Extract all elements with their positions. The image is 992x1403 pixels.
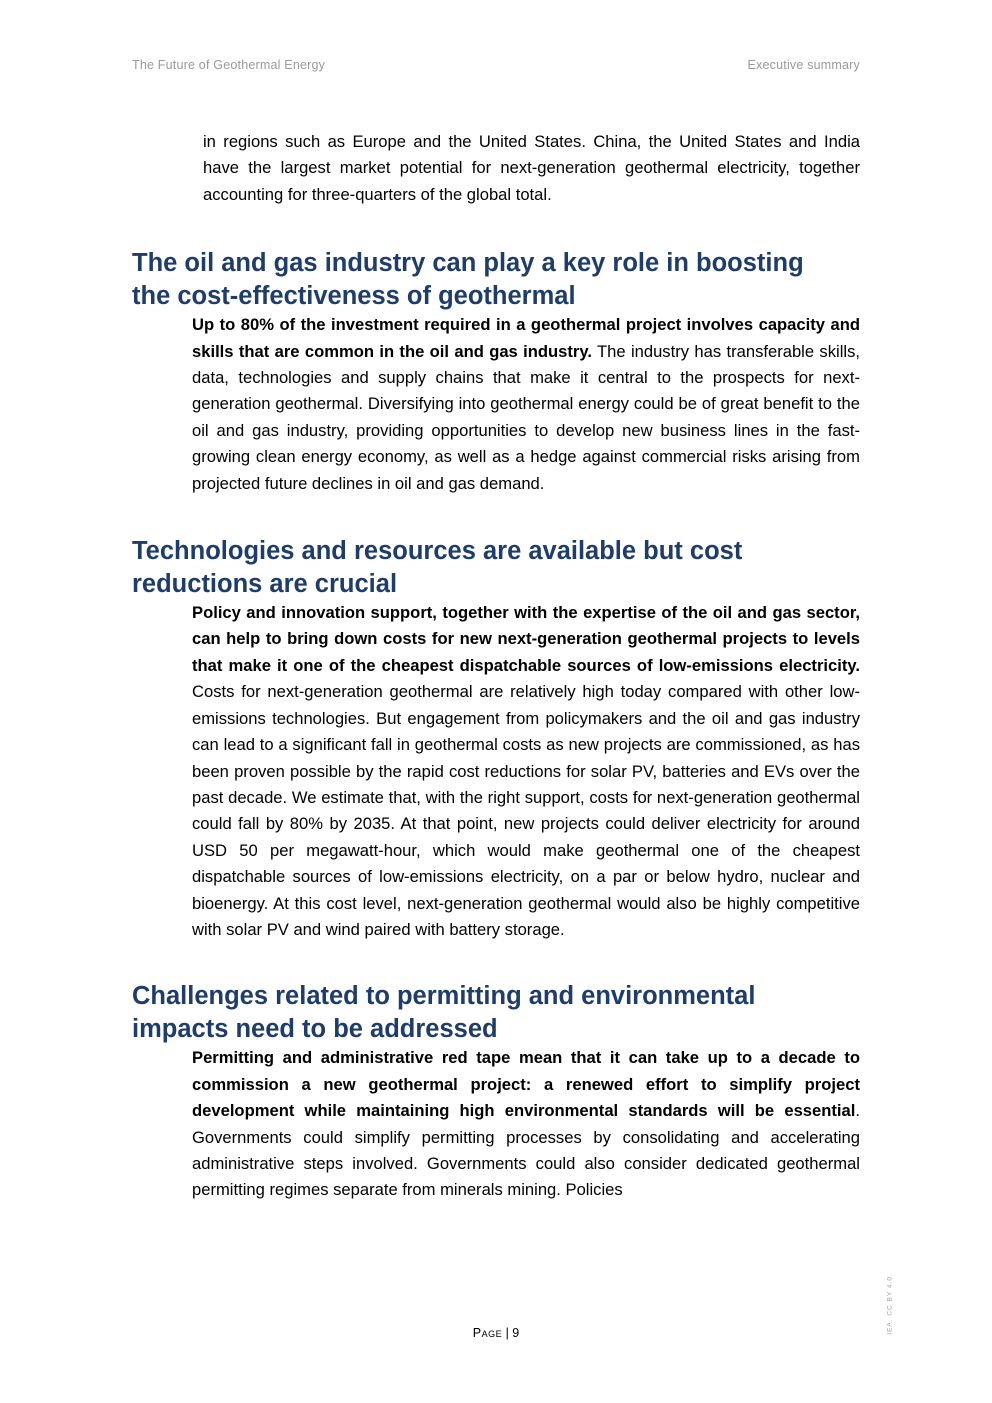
lead-sentence: Up to 80% of the investment required in a geothermal project involves capacity and skills that are common in the oil and gas industry.: [192, 315, 860, 361]
section-heading-line-1: The oil and gas industry can play a key role in boosting: [132, 249, 804, 278]
lead-sentence: Permitting and administrative red tape mean that it can take up to a decade to commission a new geothermal project: a renewed effort to simplify project development while maintaining high environmental standards will be essential: [192, 1048, 860, 1121]
section-heading: [132, 247, 860, 312]
section-paragraph: [192, 312, 860, 497]
chapter-title: Executive summary: [747, 58, 860, 72]
section-heading-line-1: Challenges related to permitting and environmental: [132, 982, 756, 1011]
lead-sentence: Policy and innovation support, together with the expertise of the oil and gas sector, can help to bring down costs for new next-generation geothermal projects to levels that make it one of the cheapest dispatchable sources of low-emissions electricity.: [192, 603, 860, 675]
body-text: Costs for next-generation geothermal are relatively high today compared with other low-emissions technologies. But engagement from policymakers and the oil and gas industry can lead to a significant fall in geothermal costs as new projects are commissioned, as has been proven possible by the rapid cost reductions for solar PV, batteries and EVs over the past decade. We estimate that, with the right support, costs for next-generation geothermal could fall by 80% by 2035. At that point, new projects could deliver electricity for around USD 50 per megawatt-hour, which would make geothermal one of the cheapest dispatchable sources of low-emissions electricity, on a par or below hydro, nuclear and bioenergy. At this cost level, next-generation geothermal would also be highly competitive with solar PV and wind paired with battery storage.: [192, 682, 860, 939]
license-text: IEA. CC BY 4.0.: [886, 1273, 894, 1335]
section-paragraph: [192, 1045, 860, 1203]
page-content: [132, 129, 860, 1204]
intro-paragraph: in regions such as Europe and the United States. China, the United States and India have the largest market potential for next-generation geothermal electricity, together accounting for three-quarters of the global total.: [203, 132, 860, 204]
page-number-value: 9: [512, 1326, 520, 1340]
body-text: . Governments could simplify permitting processes by consolidating and accelerating administrative steps involved. Governments could also consider dedicated geothermal permitting regimes separate from minerals mining. Policies: [192, 1101, 860, 1200]
section-heading: [132, 980, 860, 1045]
section-paragraph: [192, 600, 860, 943]
section-heading-line-2: impacts need to be addressed: [132, 1014, 498, 1043]
page-label: Page: [472, 1326, 503, 1340]
section-permitting: [132, 980, 860, 1203]
body-text: The industry has transferable skills, data, technologies and supply chains that make it central to the prospects for next-generation geothermal. Diversifying into geothermal energy could be of great benefit to the oil and gas industry, providing opportunities to develop new business lines in the fast-growing clean energy economy, as well as a hedge against commercial risks arising from projected future declines in oil and gas demand.: [192, 341, 860, 493]
section-heading-line-2: the cost-effectiveness of geothermal: [132, 281, 576, 310]
running-header: [132, 58, 860, 76]
section-cost-reductions: [132, 535, 860, 943]
report-title: The Future of Geothermal Energy: [132, 58, 326, 72]
page-number: [0, 1326, 992, 1340]
page-separator: |: [502, 1326, 513, 1340]
section-heading-line-1: Technologies and resources are available but cost: [132, 537, 743, 566]
section-heading: [132, 535, 860, 600]
license-note: [886, 1273, 894, 1335]
section-heading-line-2: reductions are crucial: [132, 569, 398, 598]
section-oil-and-gas: [132, 247, 860, 497]
